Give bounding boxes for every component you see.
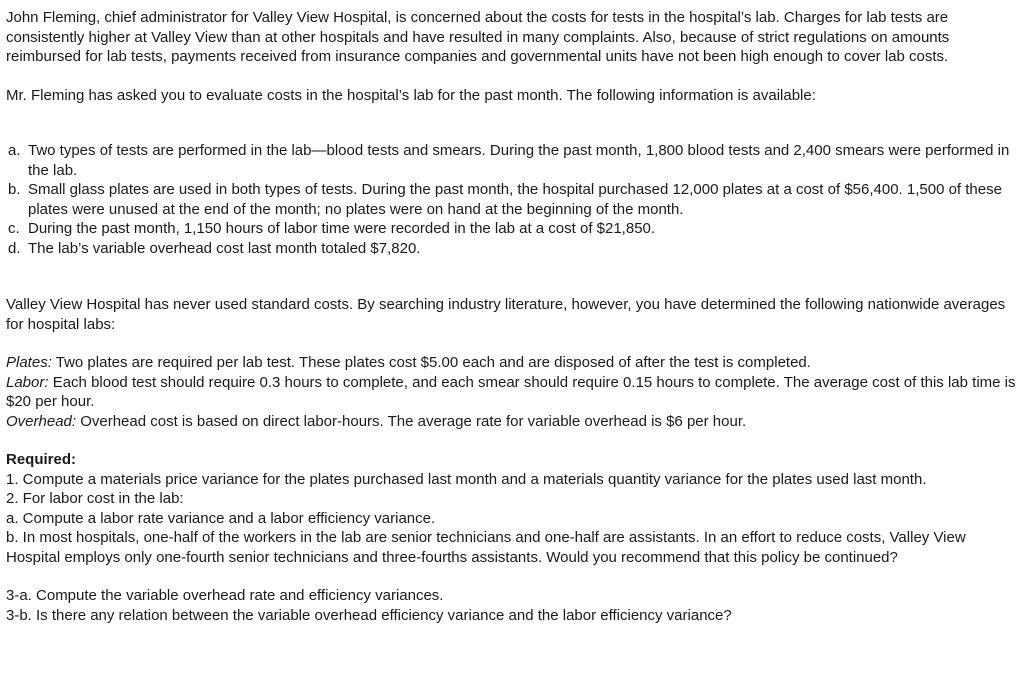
list-item-text: The lab’s variable overhead cost last month totaled $7,820. [28,239,421,257]
standard-overhead [6,412,1018,432]
standard-plates [6,353,1018,373]
list-item [8,180,1018,219]
standard-label: Overhead: [6,412,77,430]
requirement-line: 2. For labor cost in the lab: [6,490,184,507]
averages-paragraph: Valley View Hospital has never used standard costs. By searching industry literature, however, you have determined the following nationwide averages for hospital labs: [6,296,1006,333]
list-marker: a. [8,142,21,159]
list-item-text: Small glass plates are used in both types of tests. During the past month, the hospital purchased 12,000 plates at a cost of $56,400. 1,500 of these plates were unused at the end of the month; no plates were on hand at the beginning of the month. [28,181,1002,218]
standards-section [6,353,1018,431]
requirement-line: b. In most hospitals, one-half of the workers in the lab are senior technicians and one-half are assistants. In an effort to reduce costs, Valley View Hospital employs only one-fourth senior technicians and three-fourths assistants. Would you recommend that this policy be continued? [6,529,966,566]
requirement-line: 3-a. Compute the variable overhead rate and efficiency variances. [6,587,444,604]
required-heading: Required: [6,451,77,468]
information-list [6,141,1018,258]
standard-labor [6,373,1018,412]
standard-text: Overhead cost is based on direct labor-hours. The average rate for variable overhead is $6 per hour. [76,412,747,430]
standard-text: Each blood test should require 0.3 hours to complete, and each smear should require 0.15 hours to complete. The average cost of this lab time is $20 per hour. [6,373,1016,410]
standard-label: Plates: [6,354,52,371]
requirement-line: 1. Compute a materials price variance for the plates purchased last month and a materials quantity variance for the plates used last month. [6,470,927,488]
list-item-text: Two types of tests are performed in the lab—blood tests and smears. During the past month, 1,800 blood tests and 2,400 smears were performed in the lab. [28,142,1010,179]
list-marker: b. [8,181,21,198]
requirement-line: a. Compute a labor rate variance and a labor efficiency variance. [6,509,436,527]
required-section [6,450,1018,567]
standard-text: Two plates are required per lab test. These plates cost $5.00 each and are disposed of after the test is completed. [51,354,811,371]
standard-label: Labor: [6,373,49,391]
required-part3 [6,586,1018,625]
list-item-text: During the past month, 1,150 hours of labor time were recorded in the lab at a cost of $21,850. [28,220,656,237]
task-paragraph: Mr. Fleming has asked you to evaluate costs in the hospital’s lab for the past month. The following information is available: [6,86,816,104]
list-item [8,219,1018,239]
list-item [8,239,1018,259]
list-marker: d. [8,239,21,257]
requirement-line: 3-b. Is there any relation between the variable overhead efficiency variance and the labor efficiency variance? [6,606,732,624]
list-item [8,141,1018,180]
list-marker: c. [8,220,20,237]
intro-paragraph: John Fleming, chief administrator for Valley View Hospital, is concerned about the costs for tests in the hospital’s lab. Charges for lab tests are consistently higher at Valley View than at other hospitals and have resulted in many complaints. Also, because of strict regulations on amounts reimbursed for lab tests, payments received from insurance companies and governmental units have not been high enough to cover lab costs. [6,9,950,65]
